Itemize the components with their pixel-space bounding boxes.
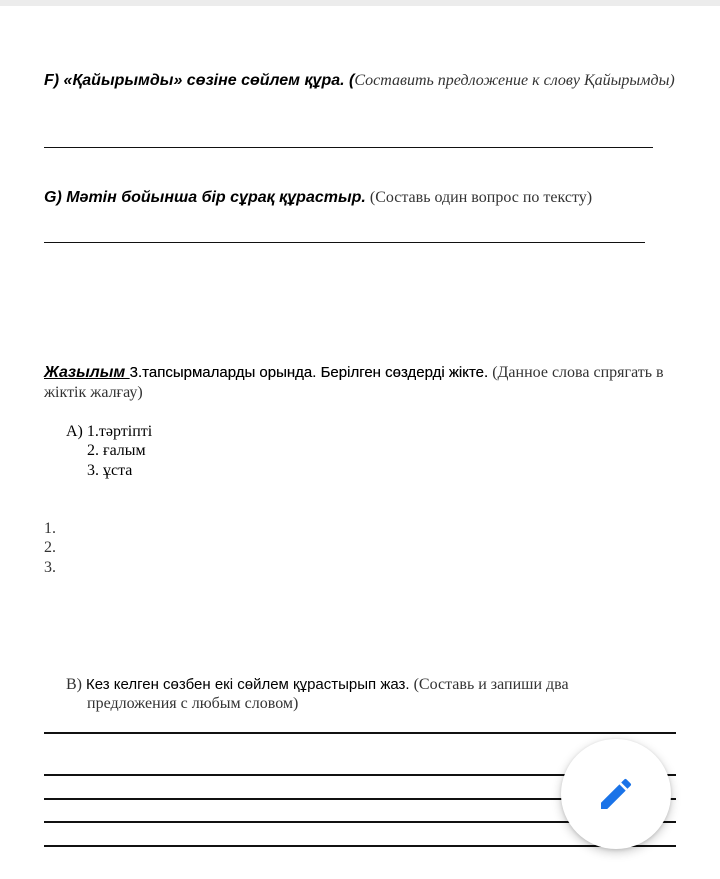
part-a-label: A)	[66, 423, 87, 440]
writing-translation-1: (Данное слова спрягать в	[488, 364, 664, 381]
task-g	[44, 188, 592, 208]
part-b-translation-1: (Составь и запиши два	[409, 676, 569, 693]
task-f-prefix: F) «Қайырымды» сөзіне сөйлем құра.	[44, 72, 345, 89]
writing-translation-2: жіктік жалғау)	[44, 384, 143, 401]
answer-line-b-1[interactable]	[44, 732, 676, 734]
answer-line-b-5[interactable]	[44, 845, 676, 847]
answer-number-2: 2.	[44, 539, 56, 556]
task-f-translation: Составить предложение к слову Қайырымды)	[354, 72, 675, 89]
writing-task	[44, 363, 664, 383]
answer-number-1: 1.	[44, 520, 56, 537]
task-f-paren: (	[344, 72, 355, 89]
part-b-translation-2: предложения с любым словом)	[87, 695, 299, 712]
answer-line-g[interactable]	[44, 242, 645, 243]
part-b-label: B)	[66, 676, 86, 693]
task-g-translation: (Составь один вопрос по тексту)	[365, 189, 593, 206]
part-a	[66, 422, 152, 442]
top-bar	[0, 0, 720, 6]
answer-number-3: 3.	[44, 559, 56, 576]
writing-label: Жазылым	[44, 364, 130, 381]
answer-line-f[interactable]	[44, 147, 653, 148]
pencil-icon	[596, 774, 636, 814]
writing-task-text: 3.тапсырмаларды орында. Берілген сөздерді жікте.	[129, 364, 489, 381]
edit-button[interactable]	[561, 739, 671, 849]
word-1: 1.тәртіпті	[86, 423, 153, 440]
task-f	[44, 71, 675, 91]
word-3: 3. ұста	[87, 462, 133, 479]
part-b-task: Кез келген сөзбен екі сөйлем құрастырып жаз.	[86, 676, 410, 693]
task-g-prefix: G) Мәтін бойынша бір сұрақ құрастыр.	[44, 189, 366, 206]
word-2: 2. ғалым	[87, 442, 146, 459]
part-b	[66, 675, 569, 695]
